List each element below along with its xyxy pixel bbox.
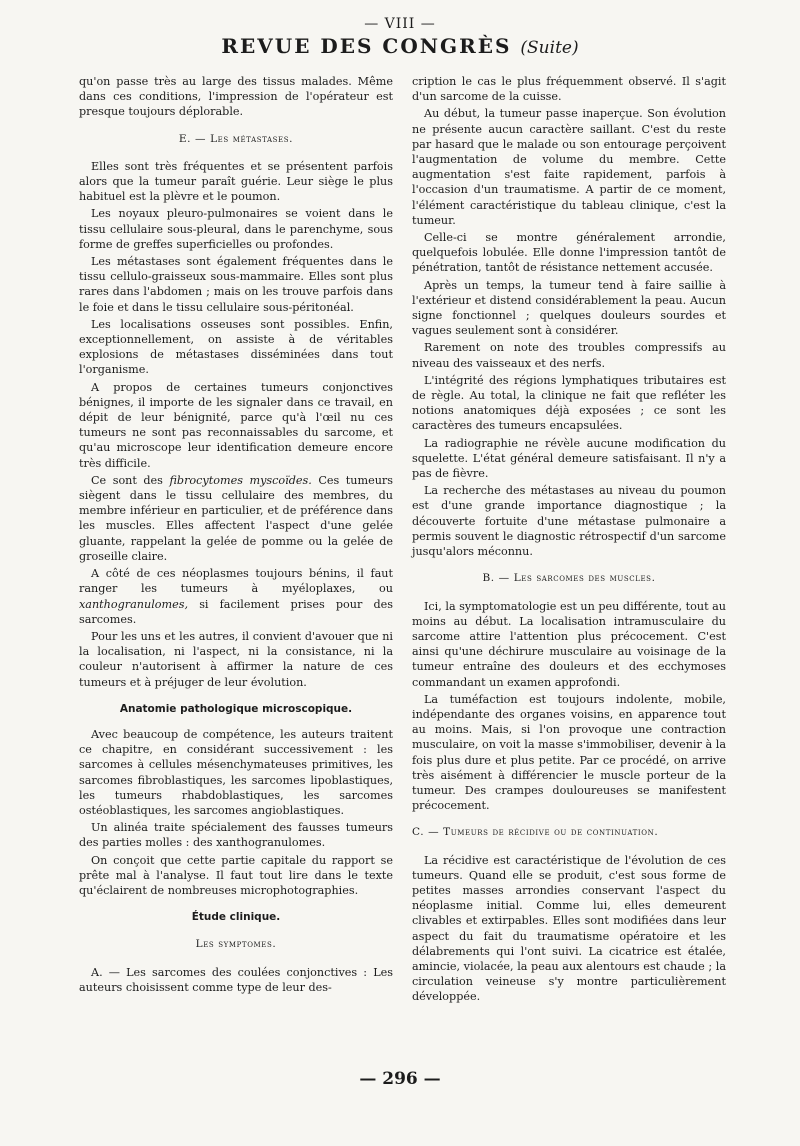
journal-title: [0, 34, 800, 58]
paragraph: Rarement on note des troubles compressifs au niveau des vaisseaux et des nerfs.: [412, 341, 726, 370]
paragraph: La recherche des métastases au niveau du poumon est d'une grande importance diagnostique ; la découverte fortuite d'une métastase pulmonaire a permis souvent le diagnostic rétrospectif d'un sarcome jusqu'alors méconnu.: [412, 484, 726, 559]
section-heading-symptomes: Les symptomes.: [195, 938, 277, 951]
paragraph: Les noyaux pleuro-pulmonaires se voient dans le tissu cellulaire sous-pleural, dans le parenchyme, sous forme de greffes superficielles ou profondes.: [79, 207, 393, 251]
paragraph: A propos de certaines tumeurs conjonctives bénignes, il importe de les signaler dans ce travail, en dépit de leur bénignité, parce qu'à l'œil nu ces tumeurs ne sont pas reconnaissables du sarcome, et qu'au microscope leur identification demeure encore très difficile.: [79, 380, 393, 470]
paragraph: Les localisations osseuses sont possibles. Enfin, exceptionnellement, on assiste à de véritables explosions de métastases disséminées dans tout l'organisme.: [79, 317, 393, 377]
section-roman-numeral: — VIII —: [364, 16, 436, 32]
paragraph: Elles sont très fréquentes et se présentent parfois alors que la tumeur paraît guérie. Leur siège le plus habituel est la plèvre et le poumon.: [79, 159, 393, 204]
paragraph: qu'on passe très au large des tissus malades. Même dans ces conditions, l'impression de l'opérateur est presque toujours déplorable.: [79, 75, 393, 119]
section-heading-metastases: E. — Les métastases.: [178, 132, 294, 145]
paragraph: Pour les uns et les autres, il convient d'avouer que ni la localisation, ni l'aspect, ni la consistance, ni la couleur n'autorisent à affirmer la nature de ces tumeurs et à préjuger de leur évolution.: [79, 629, 393, 689]
paragraph: Au début, la tumeur passe inaperçue. Son évolution ne présente aucun caractère saillant. C'est du reste par hasard que le malade ou son entourage perçoivent l'augmentation de volume du membre. Cette augmentation s'est faite rapidement, parfois à l'occasion d'un traumatisme. A partir de ce moment, l'élément caractéristique du tableau clinique, c'est la tumeur.: [412, 107, 726, 227]
text: si facilement prises pour des sarcomes.: [79, 597, 393, 626]
subheading-etude-clinique: Étude clinique.: [191, 911, 281, 924]
title-suite: (Suite): [520, 38, 579, 58]
title-text: REVUE DES CONGRÈS: [221, 34, 512, 58]
paragraph: Ici, la symptomatologie est un peu différente, tout au moins au début. La localisation intramusculaire du sarcome attire l'attention plus précocement. C'est ainsi qu'une déchirure musculaire au voisinage de la tumeur entraîne des douleurs et des ecchymoses commandant un examen approfondi.: [412, 599, 726, 689]
section-heading-muscles: B. — Les sarcomes des muscles.: [482, 572, 656, 585]
text: A côté de ces néoplasmes toujours bénins, il faut ranger les tumeurs à myéloplaxes, ou: [79, 567, 393, 596]
paragraph: Celle-ci se montre généralement arrondie, quelquefois lobulée. Elle donne l'impression tantôt de pénétration, tantôt de résistance nettement accusée.: [412, 231, 726, 275]
paragraph: La radiographie ne révèle aucune modification du squelette. L'état général demeure satisfaisant. Il n'y a pas de fièvre.: [412, 436, 726, 481]
text: Ces tumeurs siègent dans le tissu cellulaire des membres, du membre inférieur en particulier, et de préférence dans les muscles. Elles affectent l'aspect d'une gelée gluante, rappelant la gelée de pomme ou la gelée de groseille claire.: [79, 473, 393, 563]
paragraph: [79, 566, 393, 627]
paragraph: Un alinéa traite spécialement des fausses tumeurs des parties molles : des xanthogranulomes.: [79, 821, 393, 850]
italic-term: fibrocytomes myscoïdes.: [169, 473, 312, 487]
paragraph: La récidive est caractéristique de l'évolution de ces tumeurs. Quand elle se produit, c'est sous forme de petites masses arrondies conservant l'aspect du néoplasme initial. Comme lui, elles demeurent clivables et extirpables. Elles sont modifiées dans leur aspect du fait du traumatisme opératoire et les délabrements qui l'ont suivi. La cicatrice est étalée, amincie, violacée, la peau aux alentours est chaude ; la circulation veineuse s'y montre particulièrement développée.: [412, 853, 726, 1004]
paragraph: A. — Les sarcomes des coulées conjonctives : Les auteurs choisissent comme type de leur des-: [79, 965, 393, 994]
section-heading-recidive: C. — Tumeurs de récidive ou de continuation.: [412, 826, 659, 839]
paragraph: Avec beaucoup de compétence, les auteurs traitent ce chapitre, en considérant successivement : les sarcomes à cellules mésenchymateuses primitives, les sarcomes fibroblastiques, les sarcomes lipoblastiques, les tumeurs rhabdoblastiques, les sarcomes ostéoblastiques, les sarcomes angioblastiques.: [79, 727, 393, 817]
left-column: [79, 74, 393, 997]
page-header: [0, 16, 800, 58]
italic-term: xanthogranulomes,: [79, 597, 189, 611]
paragraph: L'intégrité des régions lymphatiques tributaires est de règle. Au total, la clinique ne fait que refléter les notions anatomiques déjà exposées ; ce sont les caractères des tumeurs encapsulées.: [412, 373, 726, 433]
paragraph: cription le cas le plus fréquemment observé. Il s'agit d'un sarcome de la cuisse.: [412, 75, 726, 104]
paragraph: Après un temps, la tumeur tend à faire saillie à l'extérieur et distend considérablement la peau. Aucun signe fonctionnel ; quelques douleurs sourdes et vagues seulement sont à considérer.: [412, 278, 726, 338]
paragraph: Les métastases sont également fréquentes dans le tissu cellulo-graisseux sous-mammaire. Elles sont plus rares dans l'abdomen ; mais on les trouve parfois dans le foie et dans le tissu cellulaire sous-péritonéal.: [79, 255, 393, 314]
subheading-anatomie: Anatomie pathologique microscopique.: [119, 702, 353, 715]
paragraph: On conçoit que cette partie capitale du rapport se prête mal à l'analyse. Il faut tout lire dans le texte qu'éclairent de nombreuses microphotographies.: [79, 853, 393, 897]
right-column: [412, 74, 726, 1007]
page-number: — 296 —: [359, 1069, 441, 1089]
paragraph: La tuméfaction est toujours indolente, mobile, indépendante des organes voisins, en apparence tout au moins. Mais, si l'on provoque une contraction musculaire, on voit la masse s'immobiliser, devenir à la fois plus dure et plus petite. Par ce procédé, on arrive très aisément à différencier le muscle porteur de la tumeur. Des crampes douloureuses se manifestent précocement.: [412, 692, 726, 813]
paragraph: [79, 473, 393, 564]
text: Ce sont des: [91, 473, 170, 487]
